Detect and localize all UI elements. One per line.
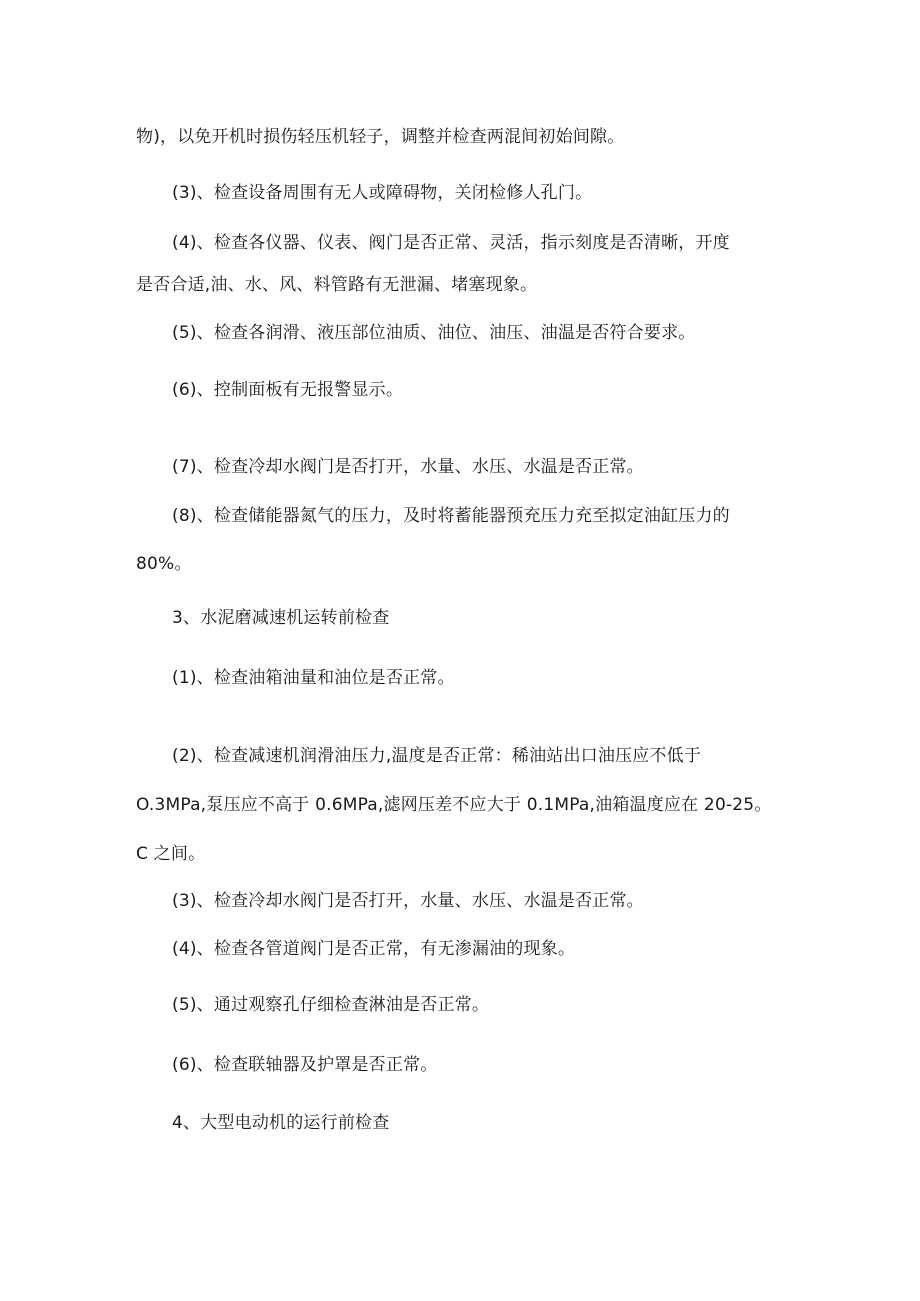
paragraph-line: 80%。 bbox=[136, 554, 192, 574]
section-heading: 3、水泥磨减速机运转前检查 bbox=[172, 608, 390, 628]
paragraph-line: (3)、检查设备周围有无人或障碍物，关闭检修人孔门。 bbox=[172, 183, 593, 203]
paragraph-line: (2)、检查减速机润滑油压力,温度是否正常：稀油站出口油压应不低于 bbox=[172, 746, 702, 766]
paragraph-line: C 之间。 bbox=[136, 844, 206, 864]
paragraph-line: (5)、通过观察孔仔细检查淋油是否正常。 bbox=[172, 995, 490, 1015]
paragraph-line: (8)、检查储能器氮气的压力，及时将蓄能器预充压力充至拟定油缸压力的 bbox=[172, 506, 730, 526]
paragraph-line: O.3MPa,泵压应不高于 0.6MPa,滤网压差不应大于 0.1MPa,油箱温度应在 20-25。 bbox=[136, 795, 772, 815]
paragraph-line: 是否合适,油、水、风、料管路有无泄漏、堵塞现象。 bbox=[136, 275, 538, 295]
paragraph-line: (6)、检查联轴器及护罩是否正常。 bbox=[172, 1055, 438, 1075]
paragraph-line: (5)、检查各润滑、液压部位油质、油位、油压、油温是否符合要求。 bbox=[172, 323, 696, 343]
paragraph-line: (4)、检查各仪器、仪表、阀门是否正常、灵活，指示刻度是否清晰，开度 bbox=[172, 233, 730, 253]
paragraph-line: (7)、检查冷却水阀门是否打开，水量、水压、水温是否正常。 bbox=[172, 457, 644, 477]
paragraph-line: (1)、检查油箱油量和油位是否正常。 bbox=[172, 668, 455, 688]
paragraph-line: 物)，以免开机时损伤轻压机轻子，调整并检查两混间初始间隙。 bbox=[136, 127, 625, 147]
paragraph-line: (6)、控制面板有无报警显示。 bbox=[172, 380, 404, 400]
paragraph-line: (3)、检查冷却水阀门是否打开，水量、水压、水温是否正常。 bbox=[172, 891, 644, 911]
section-heading: 4、大型电动机的运行前检查 bbox=[172, 1113, 390, 1133]
paragraph-line: (4)、检查各管道阀门是否正常，有无渗漏油的现象。 bbox=[172, 939, 576, 959]
